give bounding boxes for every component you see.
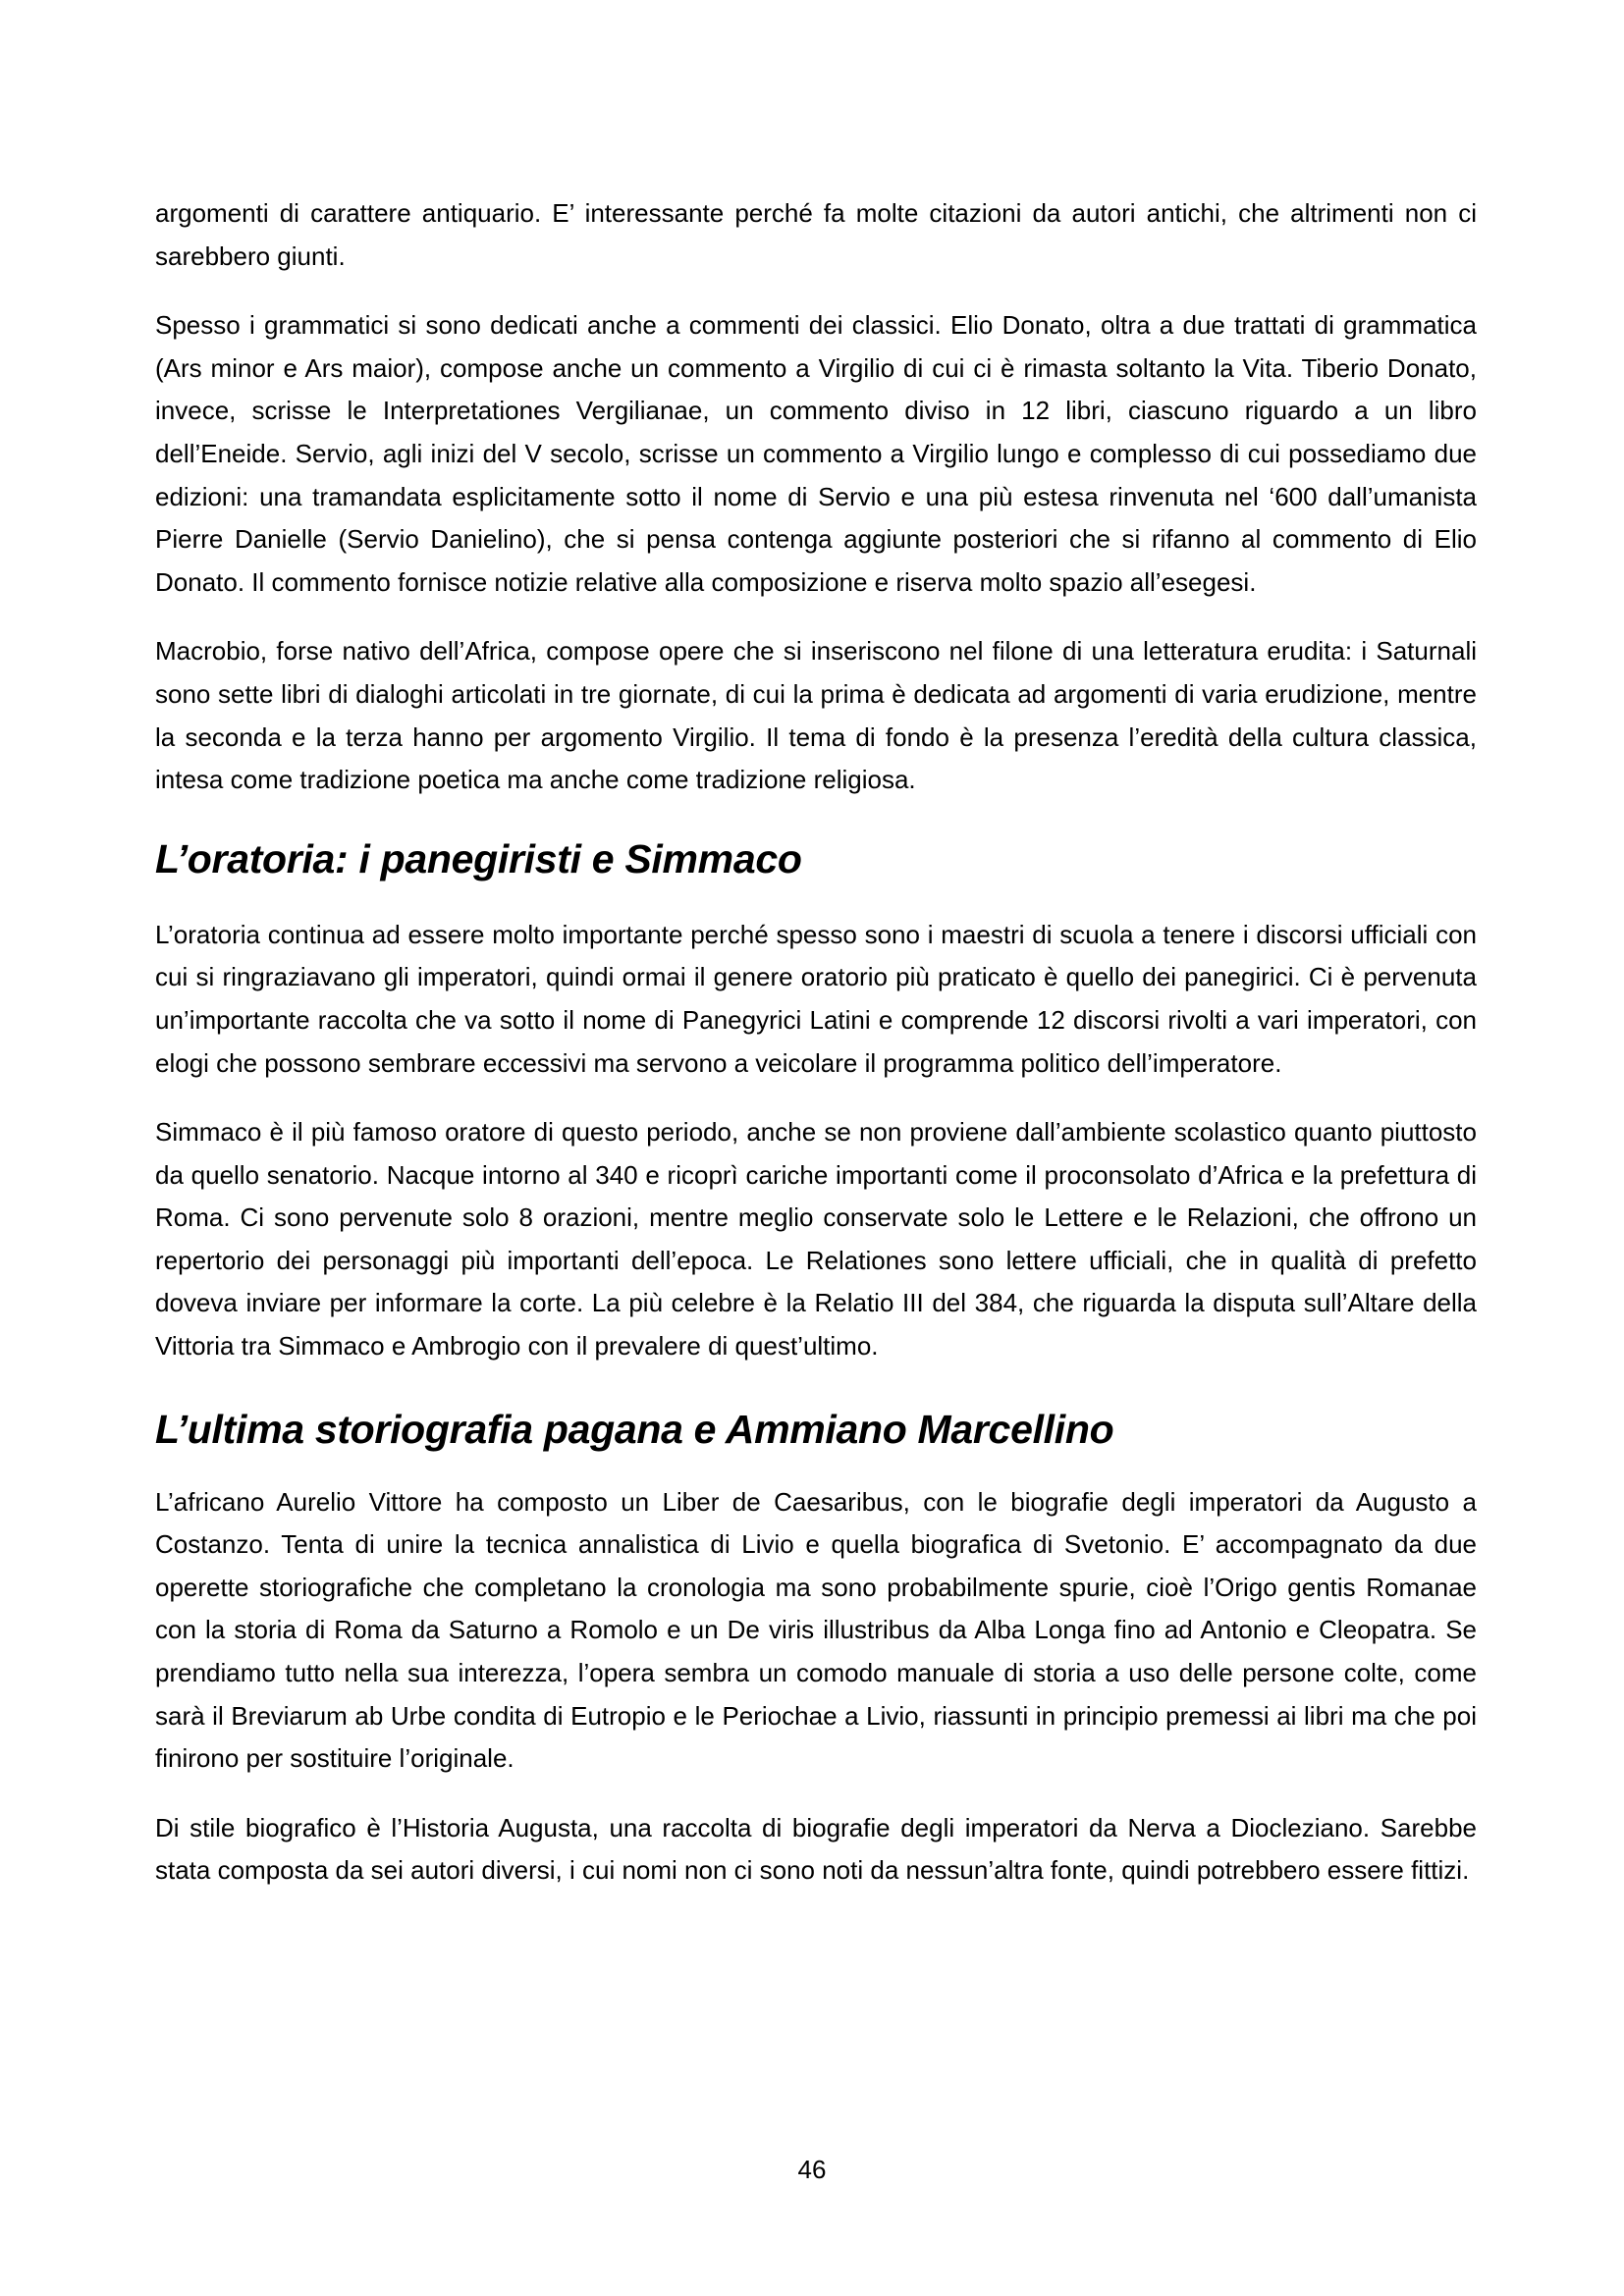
paragraph-antiquario: argomenti di carattere antiquario. E’ interessante perché fa molte citazioni da autori antichi, che altrimenti non ci sarebbero giunti. <box>155 198 1477 271</box>
page-content <box>155 192 1477 1919</box>
paragraph-aurelio-vittore: L’africano Aurelio Vittore ha composto un Liber de Caesaribus, con le biografie degli imperatori da Augusto a Costanzo. Tenta di unire la tecnica annalistica di Livio e quella biografica di Svetonio. E’ accompagnato da due operette storiografiche che completano la cronologia ma sono probabilmente spurie, cioè l’Origo gentis Romanae con la storia di Roma da Saturno a Romolo e un De viris illustribus da Alba Longa fino ad Antonio e Cleopatra. Se prendiamo tutto nella sua interezza, l’opera sembra un comodo manuale di storia a uso delle persone colte, come sarà il Breviarum ab Urbe condita di Eutropio e le Periochae a Livio, riassunti in principio premessi ai libri ma che poi finirono per sostituire l’originale. <box>155 1486 1477 1774</box>
paragraph-grammatici-commenti: Spesso i grammatici si sono dedicati anche a commenti dei classici. Elio Donato, oltra a due trattati di grammatica (Ars minor e Ars maior), compose anche un commento a Virgilio di cui ci è rimasta soltanto la Vita. Tiberio Donato, invece, scrisse le Interpretationes Vergilianae, un commento diviso in 12 libri, ciascuno riguardo a un libro dell’Eneide. Servio, agli inizi del V secolo, scrisse un commento a Virgilio lungo e complesso di cui possediamo due edizioni: una tramandata esplicitamente sotto il nome di Servio e una più estesa rinvenuta nel ‘600 dall’umanista Pierre Danielle (Servio Danielino), che si pensa contenga aggiunte posteriori che si rifanno al commento di Elio Donato. Il commento fornisce notizie relative alla composizione e riserva molto spazio all’esegesi. <box>155 310 1477 597</box>
page-number: 46 <box>797 2155 827 2184</box>
paragraph-macrobio: Macrobio, forse nativo dell’Africa, compose opere che si inseriscono nel filone di una letteratura erudita: i Saturnali sono sette libri di dialoghi articolati in tre giornate, di cui la prima è dedicata ad argomenti di varia erudizione, mentre la seconda e la terza hanno per argomento Virgilio. Il tema di fondo è la presenza l’eredità della cultura classica, intesa come tradizione poetica ma anche come tradizione religiosa. <box>155 636 1477 795</box>
paragraph-simmaco: Simmaco è il più famoso oratore di questo periodo, anche se non proviene dall’ambiente scolastico quanto piuttosto da quello senatorio. Nacque intorno al 340 e ricoprì cariche importanti come il proconsolato d’Africa e la prefettura di Roma. Ci sono pervenute solo 8 orazioni, mentre meglio conservate solo le Lettere e le Relazioni, che offrono un repertorio dei personaggi più importanti dell’epoca. Le Relationes sono lettere ufficiali, che in qualità di prefetto doveva inviare per informare la corte. La più celebre è la Relatio III del 384, che riguarda la disputa sull’Altare della Vittoria tra Simmaco e Ambrogio con il prevalere di quest’ultimo. <box>155 1117 1477 1362</box>
section-heading-storiografia: L’ultima storiografia pagana e Ammiano Marcellino <box>155 1406 1114 1452</box>
section-heading-oratoria: L’oratoria: i panegiristi e Simmaco <box>155 835 802 881</box>
paragraph-oratoria: L’oratoria continua ad essere molto importante perché spesso sono i maestri di scuola a tenere i discorsi ufficiali con cui si ringraziavano gli imperatori, quindi ormai il genere oratorio più praticato è quello dei panegirici. Ci è pervenuta un’importante raccolta che va sotto il nome di Panegyrici Latini e comprende 12 discorsi rivolti a vari imperatori, con elogi che possono sembrare eccessivi ma servono a veicolare il programma politico dell’imperatore. <box>155 919 1477 1078</box>
paragraph-historia-augusta: Di stile biografico è l’Historia Augusta, una raccolta di biografie degli imperatori da Nerva a Diocleziano. Sarebbe stata composta da sei autori diversi, i cui nomi non ci sono noti da nessun’altra fonte, quindi potrebbero essere fittizi. <box>155 1812 1477 1886</box>
